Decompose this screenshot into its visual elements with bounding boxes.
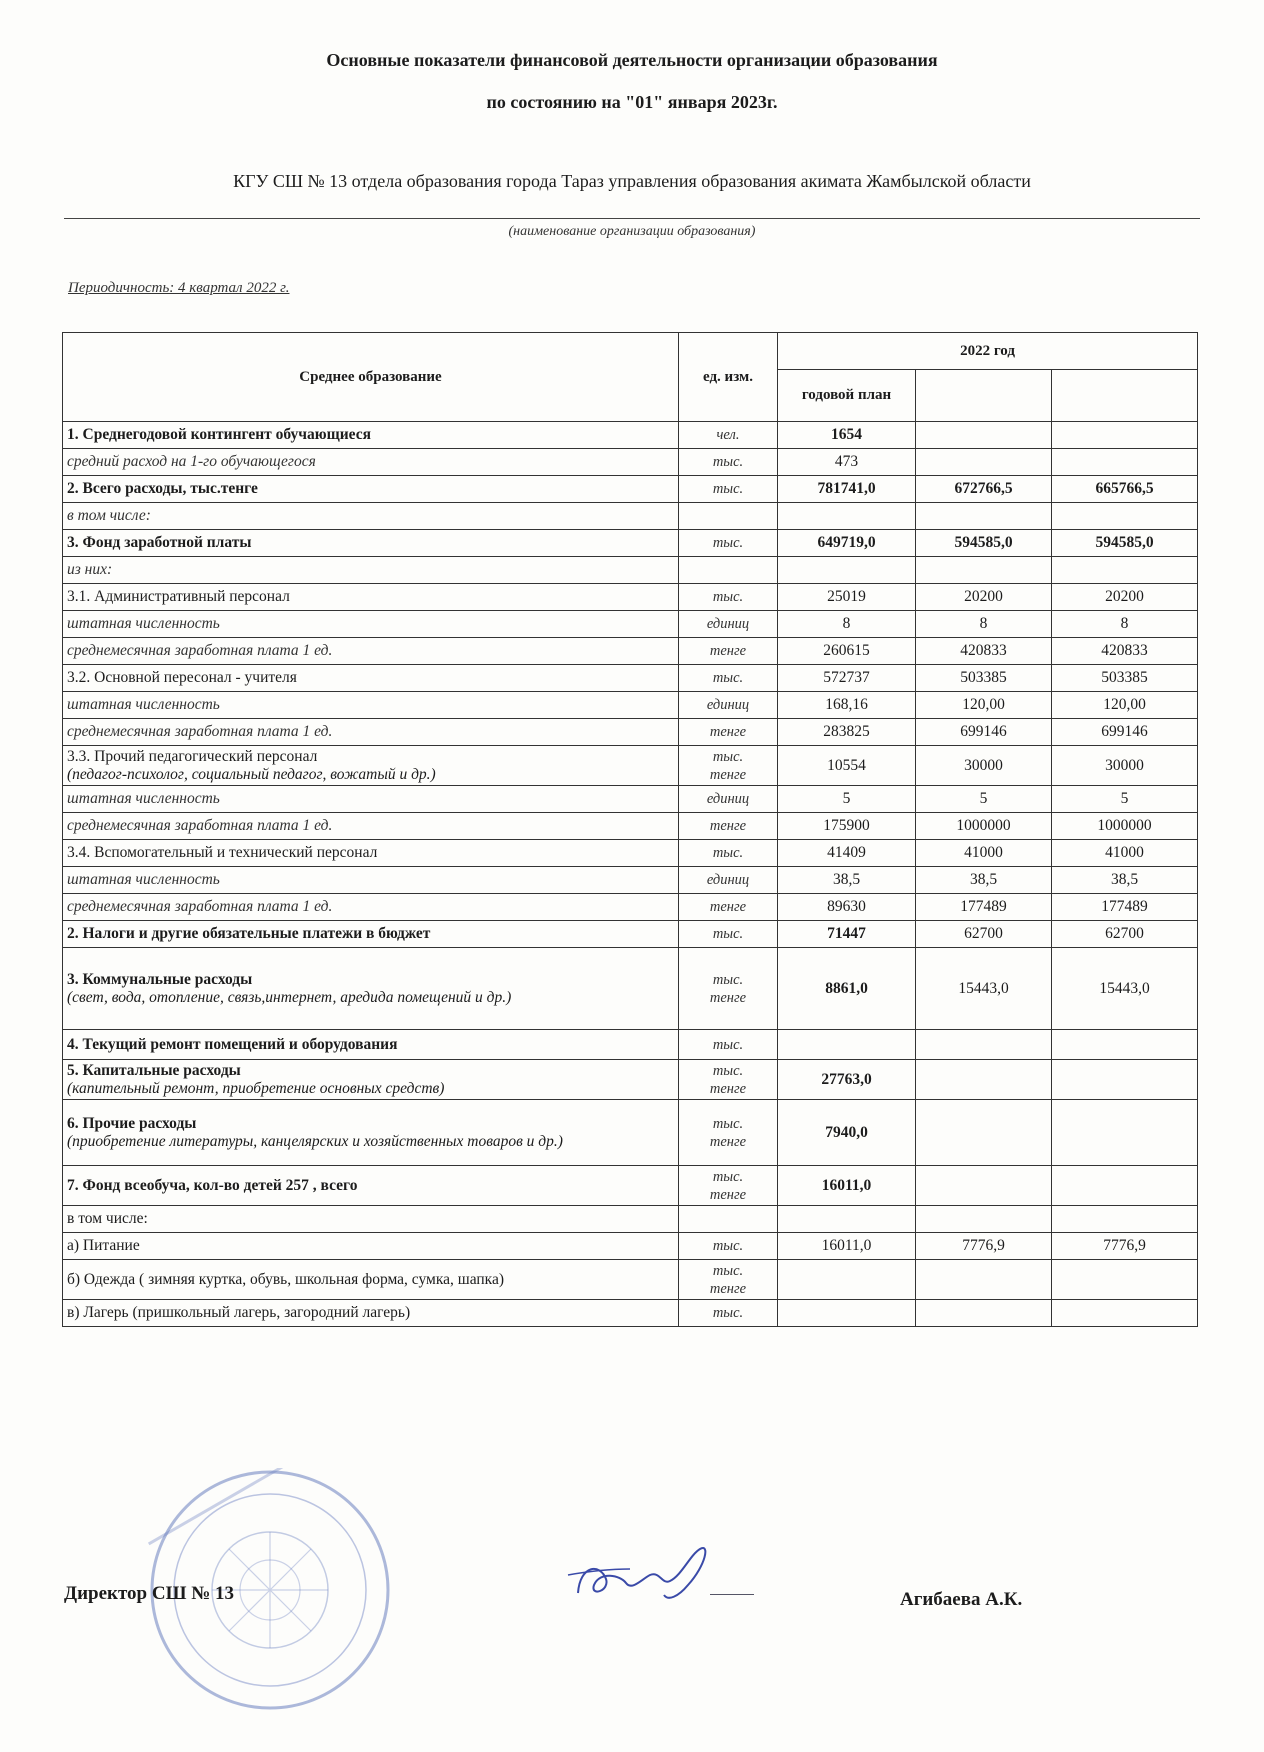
row-unit-text: тыс. (712, 670, 744, 686)
row-name-text: 3.4. Вспомогательный и технический персонал (67, 844, 378, 861)
row-unit (679, 665, 778, 692)
row-unit (679, 1300, 778, 1327)
row-value-1: 175900 (778, 813, 916, 840)
row-name-text: 3.2. Основной пересонал - учителя (67, 669, 297, 686)
row-subtitle: (свет, вода, отопление, связь,интернет, аредида помещений и др.) (67, 988, 512, 1006)
row-value-2 (916, 557, 1052, 584)
row-name (63, 692, 679, 719)
row-value-1 (778, 1300, 916, 1327)
row-value-3 (1052, 1100, 1198, 1166)
row-value-1: 572737 (778, 665, 916, 692)
row-unit-text-2: тенге (709, 1133, 747, 1150)
row-value-1: 473 (778, 449, 916, 476)
row-value-2: 38,5 (916, 867, 1052, 894)
table-row (63, 530, 1198, 557)
row-unit (679, 948, 778, 1030)
signer-name: Агибаева А.К. (900, 1589, 1023, 1610)
table-row (63, 692, 1198, 719)
row-name-text: штатная численность (67, 871, 220, 888)
table-body (63, 422, 1198, 1327)
row-unit (679, 1030, 778, 1060)
row-value-3: 20200 (1052, 584, 1198, 611)
row-value-3 (1052, 557, 1198, 584)
finance-table (62, 332, 1198, 1327)
signer-title: Директор СШ № 13 (64, 1583, 235, 1604)
row-value-1: 10554 (778, 746, 916, 786)
row-subtitle: (капительный ремонт, приобретение основных средств) (67, 1079, 445, 1097)
row-name (63, 449, 679, 476)
row-name (63, 1300, 679, 1327)
row-value-2: 1000000 (916, 813, 1052, 840)
row-unit-text: тыс. (712, 1062, 744, 1079)
col-header-name: Среднее образование (63, 333, 679, 422)
row-value-3: 699146 (1052, 719, 1198, 746)
row-unit-text: единиц (706, 616, 750, 632)
table-row (63, 638, 1198, 665)
row-unit (679, 584, 778, 611)
table-row (63, 1166, 1198, 1206)
row-unit (679, 422, 778, 449)
row-unit-text-2: тенге (709, 1080, 747, 1097)
row-unit-text: тыс. (712, 481, 744, 497)
row-name (63, 584, 679, 611)
row-name-text: штатная численность (67, 790, 220, 807)
row-unit-text: единиц (706, 791, 750, 807)
row-value-2: 177489 (916, 894, 1052, 921)
row-unit-text: тыс. (712, 926, 744, 942)
row-subtitle: (педагог-психолог, социальный педагог, вожатый и др.) (67, 765, 436, 783)
row-value-3: 665766,5 (1052, 476, 1198, 503)
row-unit-text: тенге (709, 724, 747, 740)
row-unit (679, 638, 778, 665)
row-name-text: в том числе: (67, 1210, 148, 1227)
row-value-2: 41000 (916, 840, 1052, 867)
row-name (63, 1233, 679, 1260)
row-name-text: среднемесячная заработная плата 1 ед. (67, 817, 333, 834)
row-value-3 (1052, 503, 1198, 530)
row-value-2: 420833 (916, 638, 1052, 665)
table-row (63, 894, 1198, 921)
table-row (63, 584, 1198, 611)
row-value-1: 16011,0 (778, 1233, 916, 1260)
col-header-blank-1 (916, 370, 1052, 422)
row-name (63, 1100, 679, 1166)
row-name (63, 476, 679, 503)
row-name (63, 611, 679, 638)
row-unit-text: единиц (706, 697, 750, 713)
doc-title: Основные показатели финансовой деятельности организации образования (326, 50, 938, 70)
row-value-3: 62700 (1052, 921, 1198, 948)
row-name-text: из них: (67, 561, 113, 578)
table-row (63, 1300, 1198, 1327)
row-value-3: 41000 (1052, 840, 1198, 867)
row-name (63, 665, 679, 692)
row-unit-text: тыс. (712, 1238, 744, 1254)
row-value-1: 168,16 (778, 692, 916, 719)
row-unit-text: тыс. (712, 535, 744, 551)
row-value-2 (916, 1206, 1052, 1233)
row-value-2: 5 (916, 786, 1052, 813)
row-value-3: 420833 (1052, 638, 1198, 665)
row-value-3 (1052, 1206, 1198, 1233)
row-value-1: 89630 (778, 894, 916, 921)
row-unit (679, 719, 778, 746)
row-value-1: 260615 (778, 638, 916, 665)
row-value-2 (916, 1166, 1052, 1206)
row-value-1: 283825 (778, 719, 916, 746)
row-value-2: 30000 (916, 746, 1052, 786)
row-name (63, 503, 679, 530)
table-row (63, 1260, 1198, 1300)
doc-date-line: по состоянию на "01" января 2023г. (486, 92, 778, 112)
row-unit (679, 746, 778, 786)
table-row (63, 840, 1198, 867)
row-value-3 (1052, 1300, 1198, 1327)
row-value-1: 649719,0 (778, 530, 916, 557)
row-unit-text-2: тенге (709, 766, 747, 783)
row-unit-text: тыс. (712, 589, 744, 605)
row-value-1 (778, 1030, 916, 1060)
row-value-3: 38,5 (1052, 867, 1198, 894)
row-name (63, 1206, 679, 1233)
row-name-text: среднемесячная заработная плата 1 ед. (67, 723, 333, 740)
row-value-2: 8 (916, 611, 1052, 638)
row-value-3: 5 (1052, 786, 1198, 813)
row-unit (679, 449, 778, 476)
row-unit (679, 840, 778, 867)
col-header-year: 2022 год (778, 333, 1198, 370)
row-unit (679, 692, 778, 719)
row-name-text: 2. Налоги и другие обязательные платежи в бюджет (67, 925, 431, 942)
row-unit (679, 867, 778, 894)
row-name-text: в том числе: (67, 507, 151, 524)
row-unit (679, 476, 778, 503)
row-value-3: 177489 (1052, 894, 1198, 921)
row-value-1: 8861,0 (778, 948, 916, 1030)
table-row (63, 1060, 1198, 1100)
row-name-text: 2. Всего расходы, тыс.тенге (67, 480, 258, 497)
row-name-text: средний расход на 1-го обучающегося (67, 453, 316, 470)
row-value-3: 503385 (1052, 665, 1198, 692)
table-row (63, 1233, 1198, 1260)
row-name (63, 921, 679, 948)
row-name (63, 557, 679, 584)
row-unit-text: тыс. (712, 454, 744, 470)
row-value-1: 41409 (778, 840, 916, 867)
row-unit (679, 786, 778, 813)
row-name-text: 6. Прочие расходы (67, 1114, 197, 1132)
row-unit-text: тыс. (712, 748, 744, 765)
table-row (63, 557, 1198, 584)
row-value-1: 1654 (778, 422, 916, 449)
row-unit (679, 1166, 778, 1206)
row-unit-text: тыс. (712, 971, 744, 988)
table-row (63, 948, 1198, 1030)
table-row (63, 422, 1198, 449)
table-row (63, 503, 1198, 530)
row-value-1: 7940,0 (778, 1100, 916, 1166)
table-row (63, 867, 1198, 894)
row-unit (679, 1100, 778, 1166)
row-value-3 (1052, 1030, 1198, 1060)
table-row (63, 921, 1198, 948)
row-name (63, 530, 679, 557)
col-header-blank-2 (1052, 370, 1198, 422)
row-name-text: 3. Фонд заработной платы (67, 534, 252, 551)
row-unit (679, 503, 778, 530)
row-value-2: 62700 (916, 921, 1052, 948)
row-unit-text-2: тенге (709, 1280, 747, 1297)
row-name (63, 948, 679, 1030)
row-name-text: а) Питание (67, 1237, 140, 1254)
row-value-1: 5 (778, 786, 916, 813)
row-value-2 (916, 1100, 1052, 1166)
signature-dash (710, 1594, 754, 1595)
row-name-text: 3.1. Административный персонал (67, 588, 290, 605)
row-name-text: штатная численность (67, 615, 220, 632)
row-name-text: 7. Фонд всеобуча, кол-во детей 257 , всего (67, 1176, 358, 1194)
row-value-3: 15443,0 (1052, 948, 1198, 1030)
row-name-text: 4. Текущий ремонт помещений и оборудования (67, 1035, 398, 1053)
row-value-3: 8 (1052, 611, 1198, 638)
row-unit (679, 1260, 778, 1300)
row-unit-text: тыс. (712, 1036, 744, 1053)
table-row (63, 719, 1198, 746)
row-unit-text: чел. (716, 427, 740, 443)
row-value-3: 30000 (1052, 746, 1198, 786)
row-name-text: среднемесячная заработная плата 1 ед. (67, 898, 333, 915)
table-row (63, 476, 1198, 503)
row-name-text: 3.3. Прочий педагогический персонал (67, 747, 318, 765)
row-unit-text: единиц (706, 872, 750, 888)
row-value-3: 120,00 (1052, 692, 1198, 719)
row-unit-text: тенге (709, 643, 747, 659)
row-name-text: б) Одежда ( зимняя куртка, обувь, школьная форма, сумка, шапка) (67, 1270, 505, 1288)
row-name (63, 813, 679, 840)
row-value-2: 672766,5 (916, 476, 1052, 503)
row-subtitle: (приобретение литературы, канцелярских и хозяйственных товаров и др.) (67, 1132, 563, 1150)
row-unit (679, 1060, 778, 1100)
row-name-text: 1. Среднегодовой контингент обучающиеся (67, 426, 371, 443)
row-name (63, 1166, 679, 1206)
table-row (63, 1100, 1198, 1166)
organization-underline (64, 218, 1200, 219)
table-row (63, 813, 1198, 840)
row-name (63, 894, 679, 921)
col-header-plan: годовой план (778, 370, 916, 422)
row-unit (679, 1206, 778, 1233)
row-value-1 (778, 1206, 916, 1233)
row-value-2: 15443,0 (916, 948, 1052, 1030)
row-unit (679, 611, 778, 638)
row-value-2: 7776,9 (916, 1233, 1052, 1260)
organization-caption: (наименование организации образования) (508, 224, 756, 239)
row-unit-text: тенге (709, 899, 747, 915)
row-value-2 (916, 449, 1052, 476)
row-value-3 (1052, 449, 1198, 476)
row-value-3 (1052, 1260, 1198, 1300)
row-unit (679, 557, 778, 584)
row-unit (679, 1233, 778, 1260)
row-value-1: 71447 (778, 921, 916, 948)
row-value-3 (1052, 1166, 1198, 1206)
row-name (63, 638, 679, 665)
row-unit-text: тыс. (712, 1262, 744, 1279)
row-value-2 (916, 422, 1052, 449)
row-name (63, 786, 679, 813)
row-value-2 (916, 1030, 1052, 1060)
row-value-2 (916, 503, 1052, 530)
row-value-3: 1000000 (1052, 813, 1198, 840)
row-unit-text-2: тенге (709, 989, 747, 1006)
row-value-2 (916, 1260, 1052, 1300)
row-value-2: 20200 (916, 584, 1052, 611)
table-row (63, 449, 1198, 476)
row-name-text: штатная численность (67, 696, 220, 713)
periodicity: Периодичность: 4 квартал 2022 г. (68, 280, 290, 296)
row-name (63, 867, 679, 894)
row-unit-text: тыс. (712, 1168, 744, 1185)
row-unit-text-2: тенге (709, 1186, 747, 1203)
row-name (63, 422, 679, 449)
row-name (63, 840, 679, 867)
row-name (63, 1060, 679, 1100)
table-row (63, 1206, 1198, 1233)
row-unit (679, 813, 778, 840)
row-unit-text: тыс. (712, 845, 744, 861)
row-name-text: 5. Капитальные расходы (67, 1061, 241, 1079)
row-value-1: 25019 (778, 584, 916, 611)
row-name (63, 746, 679, 786)
row-value-1: 8 (778, 611, 916, 638)
row-value-1 (778, 1260, 916, 1300)
signature-icon (560, 1535, 740, 1615)
row-value-1: 27763,0 (778, 1060, 916, 1100)
row-value-1: 16011,0 (778, 1166, 916, 1206)
table-row (63, 786, 1198, 813)
row-unit (679, 921, 778, 948)
row-name (63, 1030, 679, 1060)
table-row (63, 611, 1198, 638)
row-value-2: 594585,0 (916, 530, 1052, 557)
row-name (63, 1260, 679, 1300)
row-value-3: 7776,9 (1052, 1233, 1198, 1260)
row-unit-text: тыс. (712, 1115, 744, 1132)
row-value-3 (1052, 422, 1198, 449)
row-value-1: 781741,0 (778, 476, 916, 503)
row-value-3: 594585,0 (1052, 530, 1198, 557)
organization-name: КГУ СШ № 13 отдела образования города Тараз управления образования акимата Жамбылской области (233, 171, 1031, 191)
row-unit (679, 894, 778, 921)
row-name (63, 719, 679, 746)
row-value-1 (778, 503, 916, 530)
row-value-1: 38,5 (778, 867, 916, 894)
row-unit-text: тыс. (712, 1305, 744, 1321)
row-value-1 (778, 557, 916, 584)
row-unit (679, 530, 778, 557)
table-row (63, 665, 1198, 692)
row-value-2: 699146 (916, 719, 1052, 746)
row-value-2 (916, 1300, 1052, 1327)
row-value-2: 503385 (916, 665, 1052, 692)
table-row (63, 746, 1198, 786)
row-name-text: среднемесячная заработная плата 1 ед. (67, 642, 333, 659)
row-value-3 (1052, 1060, 1198, 1100)
row-name-text: в) Лагерь (пришкольный лагерь, загородний лагерь) (67, 1304, 411, 1321)
row-value-2: 120,00 (916, 692, 1052, 719)
col-header-unit: ед. изм. (679, 333, 778, 422)
row-value-2 (916, 1060, 1052, 1100)
row-name-text: 3. Коммунальные расходы (67, 970, 253, 988)
row-unit-text: тенге (709, 818, 747, 834)
table-row (63, 1030, 1198, 1060)
